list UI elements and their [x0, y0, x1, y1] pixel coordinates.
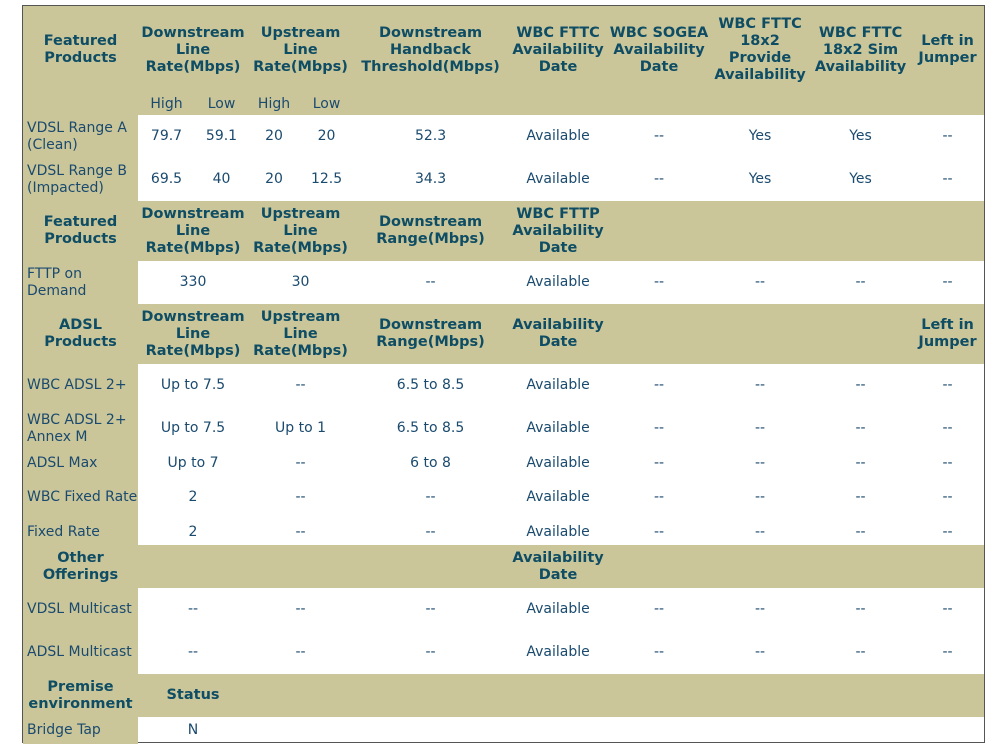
empty-value: --	[942, 489, 953, 505]
empty-value: --	[855, 454, 866, 471]
provide-18x2-value: Yes	[748, 128, 772, 144]
range-value: 6.5 to 8.5	[396, 377, 465, 393]
fttc-18x2-sim-heading: WBC FTTC 18x2 Sim Availability	[810, 6, 911, 94]
provide-18x2-value: Yes	[748, 171, 772, 187]
empty-value: --	[855, 274, 866, 290]
upstream-heading: Upstream Line Rate(Mbps)	[248, 304, 353, 364]
ds-low-value: 59.1	[205, 128, 238, 144]
availability-date-heading: Availability Date	[508, 545, 608, 588]
row-label: FTTP on Demand	[23, 261, 138, 304]
empty-value: --	[942, 454, 953, 471]
table-row	[23, 364, 984, 407]
table-row	[23, 450, 984, 476]
us-value: Up to 1	[275, 420, 327, 436]
empty-value: --	[754, 377, 766, 393]
empty-value: --	[855, 644, 866, 660]
empty-value: --	[653, 454, 665, 471]
availability-value: Available	[526, 454, 590, 471]
empty-value: --	[653, 601, 665, 617]
upstream-heading: Upstream Line Rate(Mbps)	[248, 201, 353, 261]
sogea-value: --	[653, 171, 665, 187]
status-value: N	[187, 722, 199, 738]
table-row	[23, 407, 984, 450]
table-row	[23, 519, 984, 545]
sogea-date-heading: WBC SOGEA Availability Date	[608, 6, 710, 94]
ds-value: 2	[188, 523, 198, 540]
availability-value: Available	[526, 523, 590, 540]
ds-high-value: 79.7	[150, 128, 183, 144]
downstream-heading: Downstream Line Rate(Mbps)	[138, 201, 248, 261]
handback-value: 34.3	[414, 171, 447, 187]
results-table	[23, 6, 984, 744]
availability-date-heading: Availability Date	[508, 304, 608, 364]
row-label: Fixed Rate	[23, 519, 138, 545]
vdsl-header-row	[23, 6, 984, 94]
fttc-value: Available	[526, 171, 590, 187]
ds-value: 2	[188, 489, 198, 505]
table-row	[23, 115, 984, 158]
sogea-value: --	[653, 128, 665, 144]
handback-value: 52.3	[414, 128, 447, 144]
downstream-heading: Downstream Line Rate(Mbps)	[138, 6, 248, 94]
empty-value: --	[942, 377, 953, 393]
us-low-value: 12.5	[310, 171, 343, 187]
row-label: WBC ADSL 2+ Annex M	[23, 407, 138, 450]
row-label: VDSL Range A (Clean)	[23, 115, 138, 158]
us-high-value: 20	[265, 171, 283, 187]
row-label: VDSL Multicast	[23, 588, 138, 631]
empty-value: --	[942, 601, 953, 617]
us-value: --	[295, 377, 306, 393]
status-heading: Status	[138, 674, 248, 717]
empty-value: --	[855, 377, 866, 393]
empty-value: --	[942, 523, 953, 540]
sim-18x2-value: Yes	[849, 128, 872, 144]
row-label: ADSL Max	[23, 450, 138, 476]
availability-value: Available	[526, 274, 590, 290]
fttc-18x2-heading: WBC FTTC 18x2 Provide Availability	[710, 6, 810, 94]
fttp-header-row	[23, 201, 984, 261]
us-high-label: High	[248, 94, 300, 115]
ds-value: --	[187, 644, 199, 660]
empty-value: --	[653, 377, 665, 393]
table-row	[23, 588, 984, 631]
empty-value: --	[942, 644, 953, 660]
row-label: WBC Fixed Rate	[23, 476, 138, 519]
table-row	[23, 631, 984, 674]
row-label: VDSL Range B (Impacted)	[23, 158, 138, 201]
empty-value: --	[942, 274, 953, 290]
us-value: --	[295, 454, 306, 471]
row-label: WBC ADSL 2+	[23, 364, 138, 407]
fttp-date-heading: WBC FTTP Availability Date	[508, 201, 608, 261]
us-value: --	[295, 601, 306, 617]
empty-value: --	[855, 601, 866, 617]
empty-value: --	[653, 274, 665, 290]
jumper-heading: Left in Jumper	[911, 304, 984, 364]
range-value: --	[425, 523, 436, 540]
availability-value: Available	[526, 601, 590, 617]
range-heading: Downstream Range(Mbps)	[353, 304, 508, 364]
jumper-value: --	[942, 171, 953, 187]
other-offerings-heading: Other Offerings	[23, 545, 138, 588]
empty-value: --	[653, 489, 665, 505]
range-value: --	[425, 274, 436, 290]
availability-value: Available	[526, 644, 590, 660]
empty-value: --	[754, 274, 766, 290]
us-value: --	[295, 644, 306, 660]
range-heading: Downstream Range(Mbps)	[353, 201, 508, 261]
range-value: 6.5 to 8.5	[396, 420, 465, 436]
us-low-value: 20	[317, 128, 336, 144]
empty-value: --	[855, 489, 866, 505]
empty-value: --	[754, 420, 766, 436]
us-value: --	[295, 489, 306, 505]
ds-high-value: 69.5	[150, 171, 183, 187]
empty-value: --	[855, 420, 866, 436]
us-low-label: Low	[300, 94, 353, 115]
upstream-heading: Upstream Line Rate(Mbps)	[248, 6, 353, 94]
ds-low-label: Low	[195, 94, 248, 115]
table-row	[23, 476, 984, 519]
handback-heading: Downstream Handback Threshold(Mbps)	[353, 6, 508, 94]
row-label: Bridge Tap	[23, 717, 138, 744]
availability-results-table	[22, 5, 985, 743]
jumper-value: --	[942, 128, 953, 144]
table-row	[23, 717, 984, 744]
empty-value: --	[754, 523, 766, 540]
ds-low-value: 40	[212, 171, 231, 187]
range-value: 6 to 8	[410, 454, 451, 471]
adsl-header-row	[23, 304, 984, 364]
empty-value: --	[942, 420, 953, 436]
table-row	[23, 261, 984, 304]
range-value: --	[425, 644, 436, 660]
range-value: --	[425, 601, 436, 617]
availability-value: Available	[526, 377, 590, 393]
premise-environment-heading: Premise environment	[23, 674, 138, 717]
ds-value: --	[187, 601, 199, 617]
featured-products-heading: Featured Products	[23, 6, 138, 94]
range-value: --	[425, 489, 436, 505]
empty-value: --	[653, 523, 665, 540]
us-value: --	[295, 523, 306, 540]
ds-value: 330	[179, 274, 207, 290]
ds-value: Up to 7	[167, 454, 219, 471]
empty-value: --	[855, 523, 866, 540]
table-row	[23, 158, 984, 201]
fttc-value: Available	[526, 128, 590, 144]
downstream-heading: Downstream Line Rate(Mbps)	[138, 304, 248, 364]
empty-value: --	[653, 644, 665, 660]
jumper-heading: Left in Jumper	[911, 6, 984, 94]
empty-value: --	[754, 644, 766, 660]
ds-high-label: High	[138, 94, 195, 115]
us-high-value: 20	[265, 128, 283, 144]
empty-value: --	[754, 489, 766, 505]
empty-value: --	[653, 420, 665, 436]
premise-header-row	[23, 674, 984, 717]
empty-value: --	[754, 601, 766, 617]
featured-products-heading: Featured Products	[23, 201, 138, 261]
high-low-row	[23, 94, 984, 115]
adsl-products-heading: ADSL Products	[23, 304, 138, 364]
availability-value: Available	[526, 489, 590, 505]
empty-value: --	[754, 454, 766, 471]
ds-value: Up to 7.5	[160, 377, 226, 393]
fttc-date-heading: WBC FTTC Availability Date	[508, 6, 608, 94]
sim-18x2-value: Yes	[849, 171, 872, 187]
ds-value: Up to 7.5	[160, 420, 226, 436]
row-label: ADSL Multicast	[23, 631, 138, 674]
availability-value: Available	[526, 420, 590, 436]
us-value: 30	[291, 274, 310, 290]
other-offerings-header-row	[23, 545, 984, 588]
